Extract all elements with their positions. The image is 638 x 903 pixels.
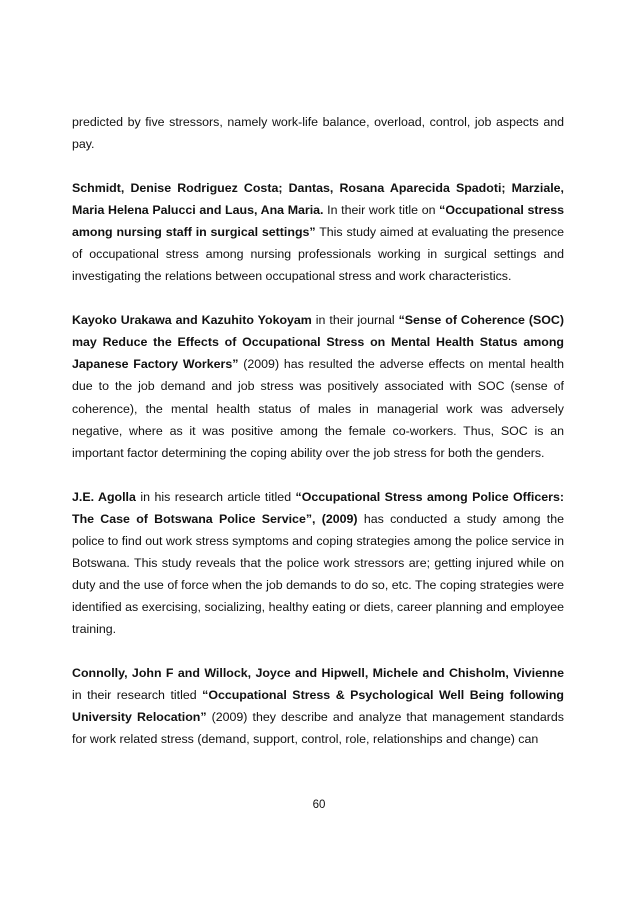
p4-body: has conducted a study among the police to find out work stress symptoms and coping strategies among the police service in Botswana. This study reveals that the police work stressors are; getting injured while on duty and the use of force when the job demands to do so, etc. The coping strategies were identified as exercising, socializing, healthy eating or diets, career planning and employee training. [72,511,564,636]
p3-intro: in their journal [311,313,399,328]
p5-intro: in their research titled [72,688,203,703]
p3-body: (2009) has resulted the adverse effects on mental health due to the job demand and job stress was positively associated with SOC (sense of coherence), the mental health status of males in managerial work was adversely negative, where as it was positive among the female co-workers. Thus, SOC is an important factor determining the coping ability over the job stress for both the genders. [72,357,564,460]
p5-authors: Connolly, John F and Willock, Joyce and Hipwell, Michele and Chisholm, Vivienne [72,665,564,680]
p2-title: “Occupational stress among nursing staff in surgical settings” [72,203,564,240]
paragraph-schmidt-review [72,177,564,287]
p3-authors: Kayoko Urakawa and Kazuhito Yokoyam [72,313,312,328]
p1-text: predicted by five stressors, namely work-life balance, overload, control, job aspects and pay. [72,115,564,152]
p5-title: “Occupational Stress & Psychological Well Being following University Relocation” [72,688,564,725]
p4-intro: in his research article titled [135,489,296,504]
paragraph-agolla-review [72,486,564,640]
p3-title: “Sense of Coherence (SOC) may Reduce the Effects of Occupational Stress on Mental Health Status among Japanese Factory Workers” [72,313,564,372]
p2-intro: In their work title on [323,203,440,218]
paragraph-urakawa-review [72,309,564,463]
document-body [72,111,564,772]
paragraph-connolly-review [72,662,564,750]
p2-authors: Schmidt, Denise Rodriguez Costa; Dantas, Rosana Aparecida Spadoti; Marziale, Maria Helena Palucci and Laus, Ana Maria. [72,181,564,218]
p4-author: J.E. Agolla [72,489,136,504]
page-number: 60 [312,799,326,811]
paragraph-stressors-continuation [72,111,564,155]
p4-title: “Occupational Stress among Police Officers: The Case of Botswana Police Service”, (2009) [72,489,564,526]
p2-body: This study aimed at evaluating the presence of occupational stress among nursing professionals working in surgical settings and investigating the relations between occupational stress and work characteristics. [72,225,564,284]
p5-body: (2009) they describe and analyze that management standards for work related stress (demand, support, control, role, relationships and change) can [72,710,564,747]
